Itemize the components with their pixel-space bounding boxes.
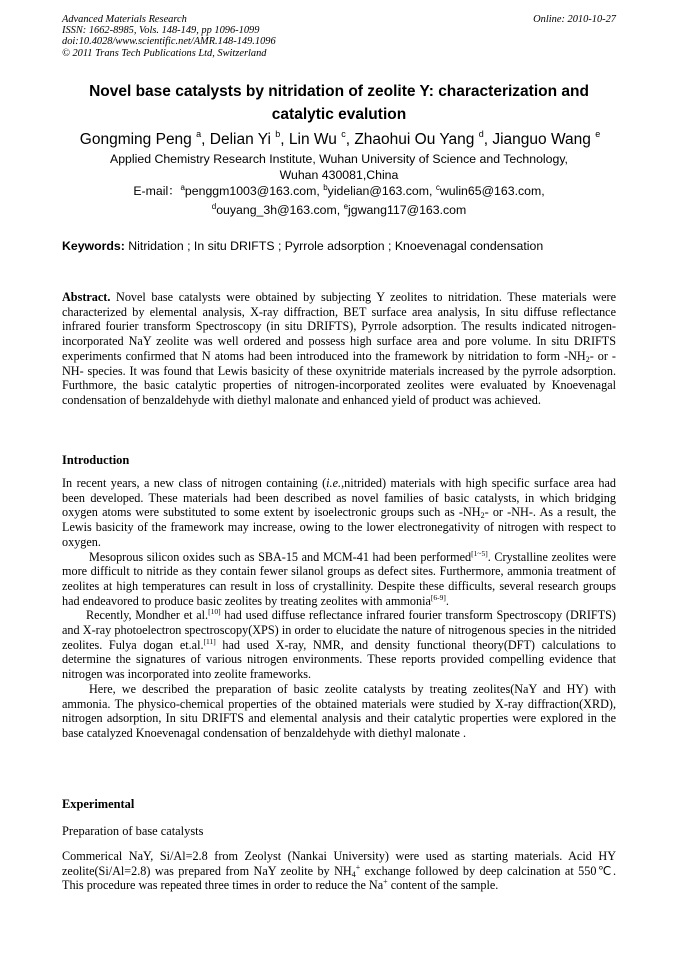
body-text: had used diffuse reflectance infrared fourier transform Spectroscopy (DRIFTS) and X-ray photoelectron spectroscopy(XPS) in order to elucidate the nature of nitrogenous species in the nitrided zeolites. Fulya dogan et.al.: [62, 608, 616, 652]
experimental-body: [62, 849, 616, 893]
email-address[interactable]: jgwang117@163.com: [348, 203, 467, 217]
email-address[interactable]: ouyang_3h@163.com: [216, 203, 337, 217]
author-affil-mark: d: [478, 129, 484, 139]
affiliation-line: Applied Chemistry Research Institute, Wuhan University of Science and Technology,: [110, 152, 568, 166]
abstract: [62, 290, 616, 408]
superscript: +: [355, 862, 361, 872]
email-line: $^d$ouyang_3h@163.com, $^e$jgwang117@163.com: [211, 202, 467, 217]
author-affil-mark: a: [196, 129, 202, 139]
email-mark: b: [323, 183, 328, 192]
author-affil-mark: b: [275, 129, 281, 139]
email-address[interactable]: wulin65@163.com: [439, 184, 542, 198]
italic-text: i.e.: [326, 476, 342, 490]
citation[interactable]: [6-9]: [430, 592, 446, 602]
experimental-heading: Experimental: [62, 797, 135, 811]
email-mark: e: [343, 202, 349, 211]
abstract-text: Novel base catalysts were obtained by subjecting Y zeolites to nitridation. These materials were characterized by elemental analysis, X-ray diffraction, BET surface area analysis, In situ diffuse reflectance infrared fourier transform Spectroscopy (in situ DRIFTS), Pyrrole adsorption. The results indicated nitrogen-incorporated NaY zeolite was well ordered and possess high surface area and pore volume. In situ DRIFTS experiments confirmed that N atoms had been introduced into the framework by nitridation to form -NH: [62, 290, 617, 363]
abstract-label: Abstract.: [62, 290, 111, 304]
keywords-label: Keywords:: [62, 239, 125, 253]
author-name: Jianguo Wang: [492, 131, 591, 148]
email-address[interactable]: yidelian@163.com: [327, 184, 430, 198]
email-mark: c: [435, 183, 440, 192]
abstract-text: - or -NH- species. It was found that Lewis basicity of these oxynitride materials increased by the pyrrole adsorption. Furthmore, the basic catalytic properties of nitrogen-incorporated zeolites were evaluated by Knoevenagal condensation of benzaldehyde with diethyl malonate and enhanced yield of product was achieved.: [62, 348, 616, 407]
body-text: Recently, Mondher et al.: [86, 608, 209, 623]
author-name: Lin Wu: [288, 131, 337, 148]
journal-name: Advanced Materials Research: [62, 14, 187, 25]
subscript: 2: [480, 511, 485, 521]
abstract-paragraph: [62, 290, 616, 408]
author-name: Zhaohui Ou Yang: [354, 131, 475, 148]
superscript: +: [383, 877, 388, 887]
citation[interactable]: [10]: [208, 607, 221, 617]
body-text: content of the sample.: [387, 878, 499, 893]
experimental-subheading: Preparation of base catalysts: [62, 824, 204, 838]
author-affil-mark: c: [341, 129, 346, 139]
subscript: 2: [585, 354, 590, 364]
body-text: had used X-ray, NMR, and density functional theory(DFT) calculations to determine the signatures of various nitrogen environments. These reports provided compelling evidence that nitrogen was incorporated into zeolite frameworks.: [62, 637, 616, 682]
body-paragraph: [62, 608, 616, 682]
author-name: Delian Yi: [209, 131, 271, 148]
email-mark: d: [211, 202, 217, 211]
body-paragraph: Here, we described the preparation of basic zeolite catalysts by treating zeolites(NaY and HY) with ammonia. The physico-chemical properties of the obtained materials were studied by X-ray diffraction(XRD), nitrogen adsorption, In situ DRIFTS and elemental analysis and their catalytic properties were explored in the base catalyzed Knoevenagal condensation of benzaldehyde with diethyl malonate .: [62, 681, 616, 740]
online-date: Online: 2010-10-27: [533, 14, 616, 25]
body-text: exchange followed by deep calcination at 550℃. This procedure was repeated three times in order to reduce the Na: [62, 863, 616, 893]
affiliation: [62, 151, 616, 183]
citation[interactable]: [11]: [203, 636, 216, 646]
body-paragraph: [62, 476, 616, 550]
body-paragraph: [62, 550, 616, 609]
journal-header: [62, 14, 616, 59]
email-label: E-mail：: [133, 184, 181, 198]
body-paragraph: [62, 849, 616, 893]
affiliation-line: Wuhan 430081,China: [279, 168, 399, 182]
copyright-line: © 2011 Trans Tech Publications Ltd, Switzerland: [62, 47, 267, 59]
body-text: - or -NH-. As a result, the Lewis basicity of the framework may increase, owing to the lower electronegativity of nitrogen with respect to oxygen.: [62, 505, 616, 549]
email-address[interactable]: penggm1003@163.com: [184, 184, 317, 198]
doi-line: doi:10.4028/www.scientific.net/AMR.148-149.1096: [62, 36, 276, 48]
body-text: . Crystalline zeolites were more difficult to nitride as they contain fewer silanol groups as defect sites. Furthermore, ammonia treatment of zeolites at high temperatures can result in loss of crystallinity. Despite these difficults, several research groups had endeavored to produce basic zeolites by treating zeolites with ammonia: [62, 549, 616, 608]
author-affil-mark: e: [595, 129, 601, 139]
introduction-body: [62, 476, 616, 741]
email-mark: a: [180, 183, 185, 192]
body-text: ,nitrided) materials with high specific surface area had been developed. These materials had been described as novel families of basic catalysts, in which bridging oxygen atoms were substituted to some extent by isoelectronic groups such as -NH: [62, 476, 616, 520]
author-list: Gongming Peng $^a$, Delian Yi $^b$, Lin Wu $^c$, Zhaohui Ou Yang $^d$, Jianguo Wang $^e$: [79, 129, 601, 148]
subscript: 4: [351, 869, 356, 879]
keywords-text: Nitridation ; In situ DRIFTS ; Pyrrole adsorption ; Knoevenagal condensation: [128, 239, 544, 253]
intro-heading: Introduction: [62, 453, 130, 467]
email-block: [62, 182, 616, 220]
keywords: [62, 238, 616, 254]
issn-line: ISSN: 1662-8985, Vols. 148-149, pp 1096-1099: [62, 25, 260, 37]
body-text: Mesoprous silicon oxides such as SBA-15 and MCM-41 had been performed: [89, 549, 472, 564]
paper-title: Novel base catalysts by nitridation of zeolite Y: characterization and catalytic evalution: [89, 83, 589, 123]
body-text: .: [445, 593, 449, 608]
citation[interactable]: [1~5]: [471, 548, 488, 558]
body-text: Commerical NaY, Si/Al=2.8 from Zeolyst (Nankai University) were used as starting materials. Acid HY zeolite(Si/Al=2.8) was prepared from NaY zeolite by NH: [62, 849, 616, 878]
author-name: Gongming Peng: [79, 131, 192, 148]
email-line: E-mail：$^a$penggm1003@163.com, $^b$yidelian@163.com, $^c$wulin65@163.com,: [133, 183, 545, 198]
body-text: In recent years, a new class of nitrogen containing (: [62, 476, 327, 490]
